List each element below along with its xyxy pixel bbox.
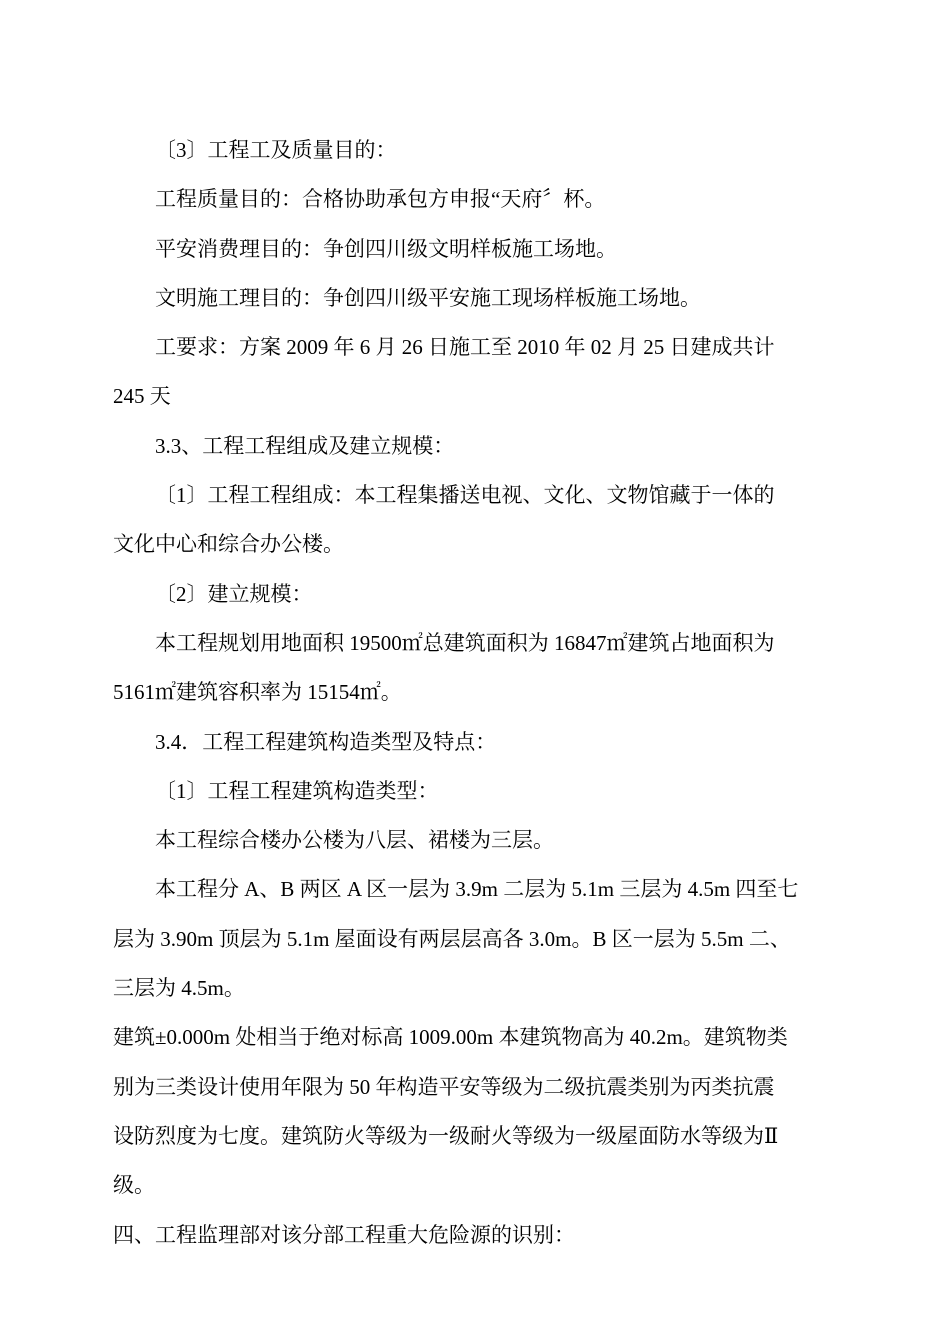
paragraph-line: 文明施工理目的：争创四川级平安施工现场样板施工场地。 — [155, 285, 701, 310]
paragraph-line: 本工程规划用地面积 19500㎡总建筑面积为 16847㎡建筑占地面积为 — [155, 630, 775, 655]
paragraph-line: 设防烈度为七度。建筑防火等级为一级耐火等级为一级屋面防水等级为Ⅱ — [113, 1123, 779, 1148]
paragraph-line: 〔1〕工程工程组成：本工程集播送电视、文化、文物馆藏于一体的 — [155, 483, 775, 508]
paragraph-line: 建筑±0.000m 处相当于绝对标高 1009.00m 本建筑物高为 40.2m。建筑物类 — [113, 1025, 788, 1050]
section-heading: 四、工程监理部对该分部工程重大危险源的识别： — [113, 1222, 575, 1247]
paragraph-line: 别为三类设计使用年限为 50 年构造平安等级为二级抗震类别为丙类抗震 — [113, 1074, 775, 1099]
paragraph-line: 〔2〕建立规模： — [155, 581, 313, 606]
paragraph-line: 工要求：方案 2009 年 6 月 26 日施工至 2010 年 02 月 25 日建成共计 — [155, 335, 775, 360]
section-heading: 3.3、工程工程组成及建立规模： — [155, 433, 455, 458]
paragraph-line: 级。 — [113, 1173, 155, 1198]
paragraph-line: 5161㎡建筑容积率为 15154㎡。 — [113, 680, 402, 705]
paragraph-line: 245 天 — [113, 384, 171, 409]
paragraph-line: 层为 3.90m 顶层为 5.1m 屋面设有两层层高各 3.0m。B 区一层为 5.5m 二、 — [113, 926, 791, 951]
section-heading: 3.4．工程工程建筑构造类型及特点： — [155, 729, 497, 754]
paragraph-line: 〔1〕工程工程建筑构造类型： — [155, 778, 439, 803]
paragraph-line: 〔3〕工程工及质量目的： — [155, 138, 397, 162]
paragraph-line: 本工程综合楼办公楼为八层、裙楼为三层。 — [155, 828, 554, 853]
paragraph-line: 文化中心和综合办公楼。 — [113, 532, 344, 557]
paragraph-line: 工程质量目的：合格协助承包方申报“天府〞杯。 — [155, 187, 606, 212]
document-body — [113, 126, 843, 1260]
paragraph-line: 本工程分 A、B 两区 A 区一层为 3.9m 二层为 5.1m 三层为 4.5m 四至七 — [155, 877, 799, 902]
paragraph-line: 平安消费理目的：争创四川级文明样板施工场地。 — [155, 236, 617, 261]
paragraph-line: 三层为 4.5m。 — [113, 976, 245, 1001]
